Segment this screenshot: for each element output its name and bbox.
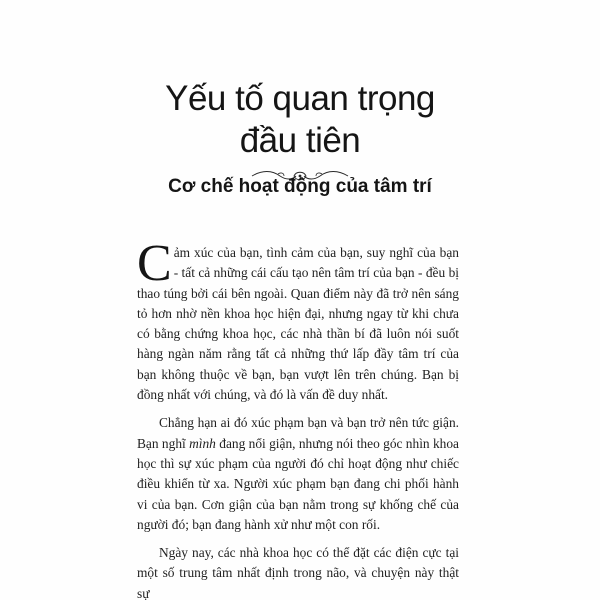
chapter-title — [0, 78, 600, 162]
paragraph-2-text-b: đang nổi giận, nhưng nói theo góc nhìn khoa học thì sự xúc phạm của người đó chỉ hoạt động như chiếc điều khiển từ xa. Người xúc phạm bạn đang chi phối hành vi của bạn. Cơn giận của bạn nằm trong sự khống chế của người đó; bạn đang hành xử như một con rối. — [137, 435, 459, 532]
paragraph-3: Ngày nay, các nhà khoa học có thể đặt các điện cực tại một số trung tâm nhất định trong não, và chuyện này thật sự — [137, 545, 459, 600]
paragraph-1-text: ảm xúc của bạn, tình cảm của bạn, suy nghĩ của bạn - tất cả những cái cấu tạo nên tâm trí của bạn - đều bị thao túng bởi cái bên ngoài. Quan điểm này đã trở nên sáng tỏ hơn nhờ nền khoa học hiện đại, nhưng ngay từ khi chưa có bằng chứng khoa học, các nhà thần bí đã luôn nói suốt hàng ngàn năm rằng tất cả những thứ lấp đầy tâm trí của bạn không thuộc về bạn, bạn vượt lên trên chúng. Bạn bị đồng nhất với chúng, và đó là vấn đề duy nhất. — [137, 245, 459, 403]
chapter-title-line-2: đầu tiên — [239, 121, 361, 160]
paragraph-1 — [137, 235, 459, 405]
drop-cap: C — [137, 235, 172, 292]
paragraph-2-emphasis: mình — [189, 435, 216, 451]
paragraph-2 — [137, 413, 459, 535]
body-text — [137, 235, 459, 600]
section-subtitle: Cơ chế hoạt động của tâm trí — [168, 176, 432, 197]
paragraph-2-text-a: Chẳng hạn ai đó xúc phạm bạn và bạn trở nên tức giận. Bạn nghĩ — [137, 415, 459, 451]
chapter-title-line-1: Yếu tố quan trọng — [165, 79, 435, 118]
